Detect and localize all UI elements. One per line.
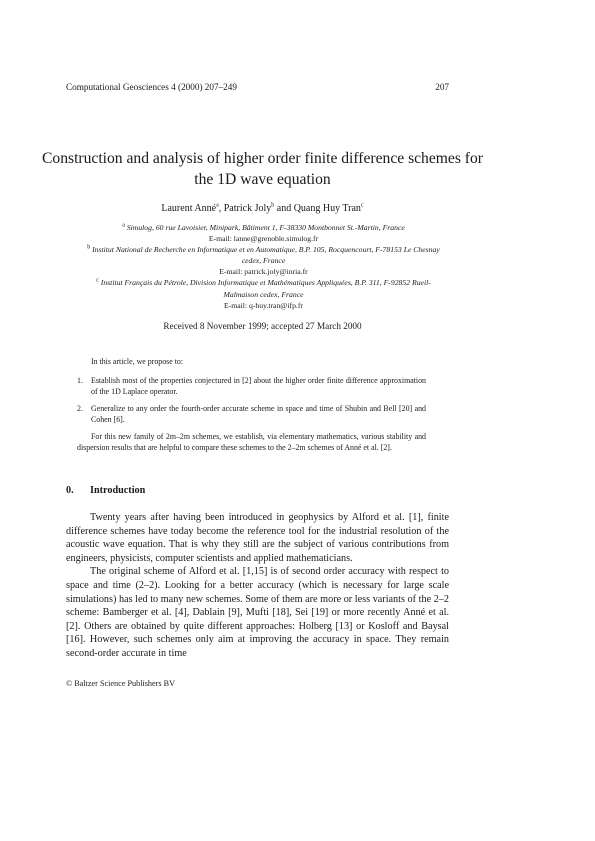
affiliation-email: E-mail: q-huy.tran@ifp.fr	[224, 300, 303, 310]
abstract-list-item	[77, 375, 426, 397]
affiliation-mark: c	[96, 277, 99, 284]
copyright-footer: © Baltzer Science Publishers BV	[66, 679, 175, 688]
paragraph: Twenty years after having been introduced in geophysics by Alford et al. [1], finite difference schemes have today become the reference tool for the industrial resolution of the acoustic wave equation. That is why they still are the subject of various contributions from engineers, physicists, computer scientists and applied mathematicians.	[66, 512, 449, 564]
page-number: 207	[435, 82, 449, 92]
list-number: 1.	[77, 376, 83, 385]
running-header-journal: Computational Geosciences 4 (2000) 207–249	[66, 82, 237, 92]
paper-title: Construction and analysis of higher order finite difference schemes for the 1D wave equation	[42, 150, 483, 188]
list-text: Establish most of the properties conjectured in [2] about the higher order finite difference approximation of the 1D Laplace operator.	[91, 376, 426, 396]
author-affiliation-mark: a	[216, 202, 219, 209]
affiliation-email: E-mail: lanne@grenoble.simulog.fr	[208, 234, 319, 244]
author-name: Laurent Anné	[161, 203, 217, 214]
affiliation	[86, 244, 441, 266]
list-number: 2.	[77, 404, 83, 413]
author-list	[40, 203, 485, 214]
author-separator: and	[274, 203, 294, 214]
affiliation-mark: a	[122, 222, 125, 229]
affiliation-mark: b	[87, 244, 91, 251]
affiliation-address: Institut National de Recherche en Informatique et en Automatique, B.P. 105, Rocquencourt, F-78153 Le Chesnay cedex, France	[92, 245, 440, 266]
author-affiliation-mark: b	[271, 202, 275, 209]
affiliation	[86, 222, 441, 233]
abstract-closing: For this new family of 2m–2m schemes, we establish, via elementary mathematics, various stability and dispersion results that are helpful to compare these schemes to the 2–2m schemes of Anné et al. [2].	[77, 432, 426, 452]
author-separator: ,	[218, 203, 224, 214]
list-text: Generalize to any order the fourth-order accurate scheme in space and time of Shubin and Bell [20] and Cohen [6].	[91, 404, 426, 424]
author-name: Quang Huy Tran	[293, 203, 361, 214]
abstract-intro: In this article, we propose to:	[91, 357, 184, 366]
section-title: Introduction	[90, 485, 146, 496]
author-affiliation-mark: c	[360, 202, 364, 209]
received-dates: Received 8 November 1999; accepted 27 March 2000	[163, 321, 362, 331]
affiliation-address: Institut Français du Pétrole, Division Informatique et Mathématiques Appliquées, B.P. 311, F-92852 Rueil-Malmaison cedex, France	[100, 278, 431, 299]
section-heading	[66, 485, 145, 496]
affiliation-email: E-mail: patrick.joly@inria.fr	[219, 267, 308, 277]
affiliation-address: Simulog, 60 rue Lavoisier, Minipark, Bâtiment 1, F-38330 Montbonnet St.-Martin, France	[126, 223, 405, 232]
paragraph: The original scheme of Alford et al. [1,15] is of second order accuracy with respect to space and time (2–2). Looking for a better accuracy (which is necessary for large scale simulations) has led to many new schemes. Some of them are more or less variants of the 2–2 scheme: Bamberger et al. [4], Dablain [9], Mufti [18], Sei [19] or more recently Anné et al. [2]. Others are obtained by quite different approaches: Holberg [13] or Kosloff and Baysal [16]. However, such schemes only aim at improving the accuracy in space. They remain second-order accurate in time	[66, 566, 449, 659]
abstract	[77, 356, 426, 453]
body-text	[66, 511, 449, 661]
section-number: 0.	[66, 485, 74, 496]
abstract-list-item	[77, 403, 426, 425]
affiliation	[86, 277, 441, 299]
author-name: Patrick Joly	[223, 203, 272, 214]
affiliations	[86, 222, 441, 311]
